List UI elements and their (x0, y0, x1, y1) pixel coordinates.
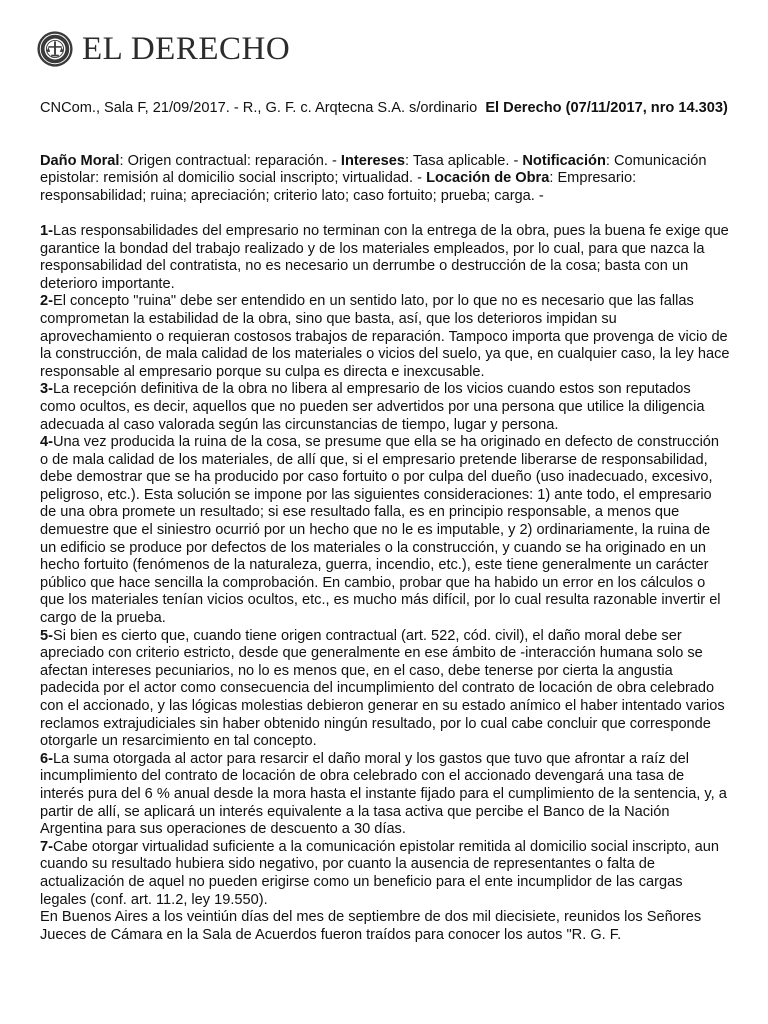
court-seal-icon (36, 30, 74, 68)
paragraph-number: 4- (40, 434, 53, 451)
topic-term: Notificación (522, 152, 606, 169)
summary-paragraph (40, 628, 730, 751)
topics-summary (40, 153, 730, 206)
paragraph-text: Una vez producida la ruina de la cosa, se presume que ella se ha originado en defecto de construcción o de mala calidad de los materiales, de allí que, si el empresario pretende liberarse de responsabilidad, debe demostrar que se ha producido por caso fortuito o por culpa del dueño (uso inadecuado, excesivo, peligroso, etc.). Esta solución se impone por las siguientes consideraciones: 1) ante todo, el empresario de una obra promete un resultado; si ese resultado falla, es en principio responsable, a menos que demuestre que el siniestro ocurrió por un hecho que no le es imputable, y 2) ordinariamente, la ruina de un edificio se produce por defectos de los materiales o la construcción, y cuando se ha originado en un hecho fortuito (fenómenos de la naturaleza, guerra, incendio, etc.), este tiene generalmente un carácter público que hace sencilla la comprobación. En cambio, probar que ha habido un error en los cálculos o que los materiales tenían vicios ocultos, etc., es mucho más difícil, por lo cual resulta razonable invertir el cargo de la prueba. (40, 434, 721, 627)
topic-desc: : Empresario: responsabilidad; ruina; apreciación; criterio lato; caso fortuito; prueba; carga. - (40, 170, 637, 204)
paragraph-text: Las responsabilidades del empresario no terminan con la entrega de la obra, pues la buena fe exige que garantice la bondad del trabajo realizado y de los materiales empleados, por lo cual, para que nazca la responsabilidad del contratista, no es necesario un derrumbe o destrucción de la cosa; basta con un deterioro importante. (40, 222, 729, 292)
topic-term: Intereses (340, 152, 406, 169)
citation-line (40, 100, 730, 118)
summary-paragraph (40, 381, 730, 434)
paragraph-text: La recepción definitiva de la obra no libera al empresario de los vicios cuando estos son reputados como ocultos, es decir, aquellos que no pueden ser advertidos por una persona que utilice la diligencia adecuada al caso valorada según las circunstancias de tiempo, lugar y persona. (40, 381, 705, 433)
summary-paragraph (40, 223, 730, 293)
brand-logo-text: EL DERECHO (82, 31, 291, 67)
summary-paragraph (40, 434, 730, 628)
paragraph-number: 2- (40, 293, 53, 310)
paragraph-number: 3- (40, 381, 53, 398)
paragraph-number: 5- (40, 627, 53, 644)
paragraph-number: 6- (40, 750, 53, 767)
paragraph-text: Si bien es cierto que, cuando tiene origen contractual (art. 522, cód. civil), el daño moral debe ser apreciado con criterio estricto, desde que generalmente en ese ámbito de -interacción humana solo se afectan intereses pecuniarios, no lo es menos que, en el caso, debe tenerse por cierta la angustia padecida por el actor como consecuencia del incumplimiento del contrato de locación de obra celebrado con el accionado, y las lógicas molestias debieron generar en su estado anímico el haber intentado varios reclamos extrajudiciales sin haber obtenido ningún resultado, por lo cual cabe concluir que corresponde otorgarle un resarcimiento en tal concepto. (40, 627, 725, 750)
paragraph-number: 7- (40, 838, 53, 855)
topic-desc: : Comunicación epistolar: remisión al domicilio social inscripto; virtualidad. - (40, 152, 707, 187)
topic-term: Locación de Obra (426, 170, 550, 187)
paragraph-text: Cabe otorgar virtualidad suficiente a la comunicación epistolar remitida al domicilio social inscripto, aun cuando su resultado hubiera sido negativo, por cuanto la ausencia de representantes o falta de actualización de aquel no pueden erigirse como un beneficio para el ente incumplidor de las cargas legales (conf. art. 11.2, ley 19.550). (40, 838, 719, 908)
citation-source: El Derecho (07/11/2017, nro 14.303) (485, 100, 728, 116)
topic-desc: : Tasa aplicable. - (405, 152, 523, 169)
document-body (40, 100, 730, 944)
summary-paragraph (40, 839, 730, 909)
summary-paragraph (40, 751, 730, 839)
header (36, 28, 290, 70)
paragraph-text: El concepto "ruina" debe ser entendido en un sentido lato, por lo que no es necesario que las fallas comprometan la estabilidad de la obra, sino que basta, así, que los deterioros impidan su aprovechamiento o requieran costosos trabajos de reparación. Tampoco importa que provenga de vicio de la construcción, de mala calidad de los materiales o vicios del suelo, ya que, en cualquier caso, la ley hace responsable al empresario porque su culpa es directa e inexcusable. (40, 293, 730, 380)
topic-term: Daño Moral (40, 152, 120, 169)
citation-text: CNCom., Sala F, 21/09/2017. - R., G. F. c. Arqtecna S.A. s/ordinario (40, 100, 478, 116)
topic-desc: : Origen contractual: reparación. - (119, 152, 341, 169)
closing-paragraph: En Buenos Aires a los veintiún días del mes de septiembre de dos mil diecisiete, reunidos los Señores Jueces de Cámara en la Sala de Acuerdos fueron traídos para conocer los autos "R. G. F. (40, 909, 702, 943)
summary-paragraph (40, 293, 730, 381)
paragraph-number: 1- (40, 222, 53, 239)
paragraph-text: La suma otorgada al actor para resarcir el daño moral y los gastos que tuvo que afrontar a raíz del incumplimiento del contrato de locación de obra celebrado con el accionado devengará una tasa de interés pura del 6 % anual desde la mora hasta el instante fijado para el cumplimiento de la sentencia, y, a partir de allí, se aplicará un interés equivalente a la tasa activa que percibe el Banco de la Nación Argentina para sus operaciones de descuento a 30 días. (40, 750, 727, 838)
